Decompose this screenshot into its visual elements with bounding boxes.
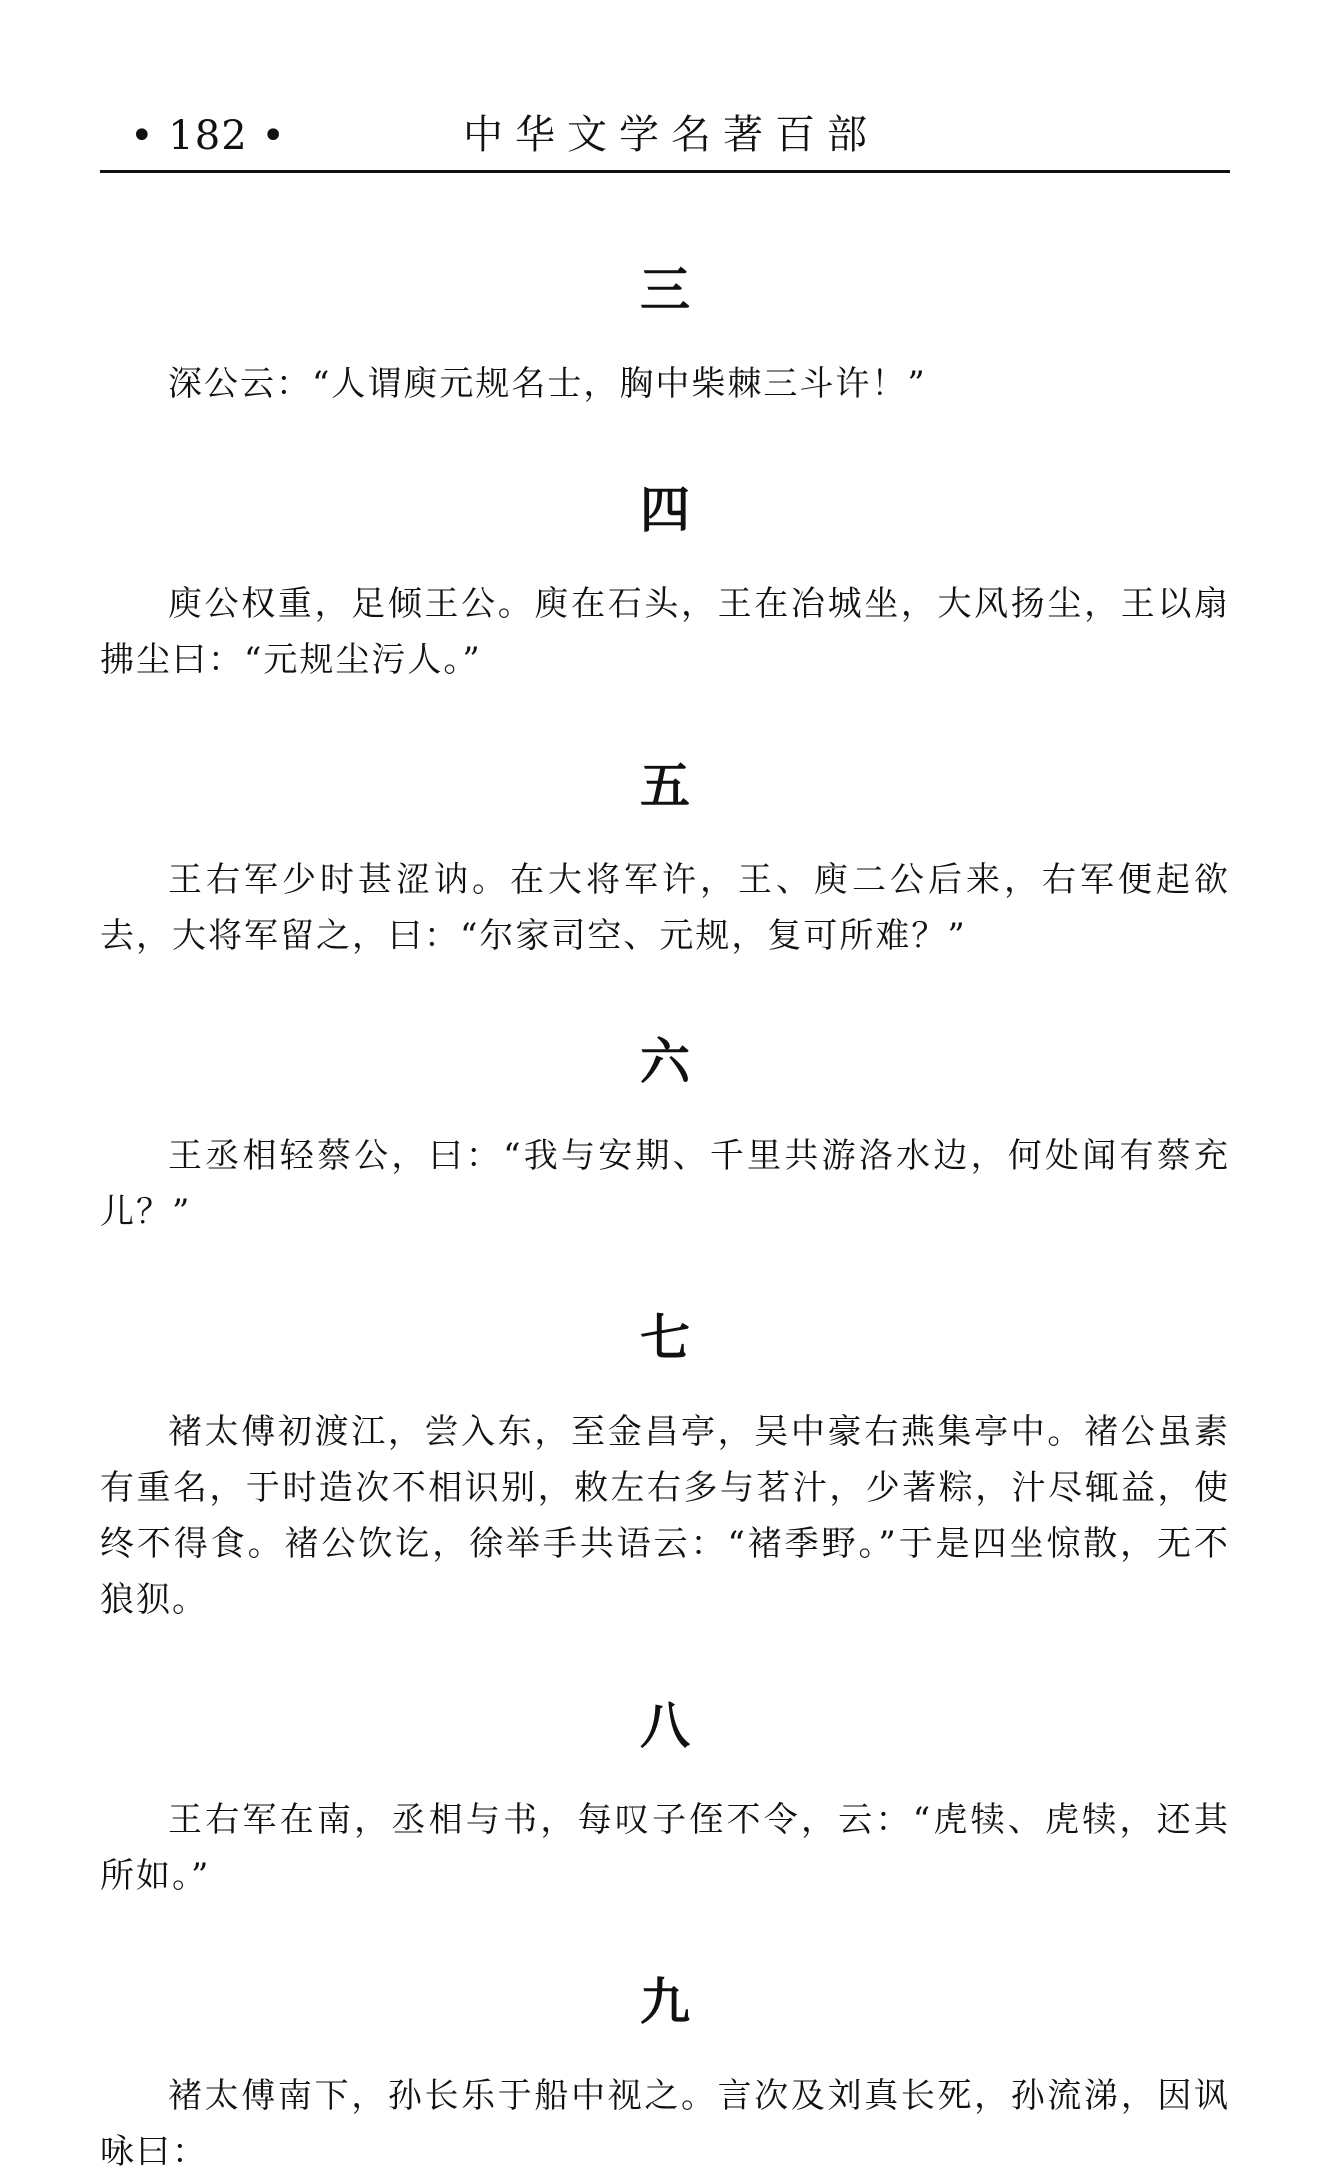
page-number: • 182 • — [130, 113, 286, 159]
section-text: 深公云：“人谓庾元规名士，胸中柴棘三斗许！” — [168, 364, 927, 404]
section-number: 七 — [640, 1309, 690, 1367]
section — [100, 1962, 1230, 2180]
book-title: 中华文学名著百部 — [463, 112, 879, 158]
section — [100, 1686, 1230, 1904]
section-text: 庾公权重，足倾王公。庾在石头，王在冶城坐，大风扬尘，王以扇拂尘曰：“元规尘污人。” — [100, 584, 1230, 680]
section-number: 六 — [640, 1033, 690, 1091]
section-text: 褚太傅初渡江，尝入东，至金昌亭，吴中豪右燕集亭中。褚公虽素有重名，于时造次不相识别，敕左右多与茗汁，少著粽，汁尽辄益，使终不得食。褚公饮讫，徐举手共语云：“褚季野。”于是四坐惊散，无不狼狈。 — [100, 1412, 1230, 1620]
section-number: 八 — [640, 1697, 690, 1755]
page-content — [100, 250, 1230, 2180]
page-header — [100, 110, 1230, 173]
section — [100, 470, 1230, 688]
section-text: 王丞相轻蔡公，曰：“我与安期、千里共游洛水边，何处闻有蔡充儿？” — [100, 1136, 1230, 1232]
section-text: 褚太傅南下，孙长乐于船中视之。言次及刘真长死，孙流涕，因讽咏曰： — [100, 2076, 1230, 2172]
section-number: 九 — [640, 1973, 690, 2031]
section — [100, 1298, 1230, 1628]
section-text: 王右军在南，丞相与书，每叹子侄不令，云：“虎犊、虎犊，还其所如。” — [100, 1800, 1230, 1896]
section-number: 四 — [640, 481, 690, 539]
section — [100, 250, 1230, 412]
section — [100, 746, 1230, 964]
section-number: 五 — [640, 757, 690, 815]
section-text: 王右军少时甚涩讷。在大将军许，王、庾二公后来，右军便起欲去，大将军留之，曰：“尔家司空、元规，复可所难？” — [100, 860, 1230, 956]
section — [100, 1022, 1230, 1240]
section-number: 三 — [640, 261, 690, 319]
